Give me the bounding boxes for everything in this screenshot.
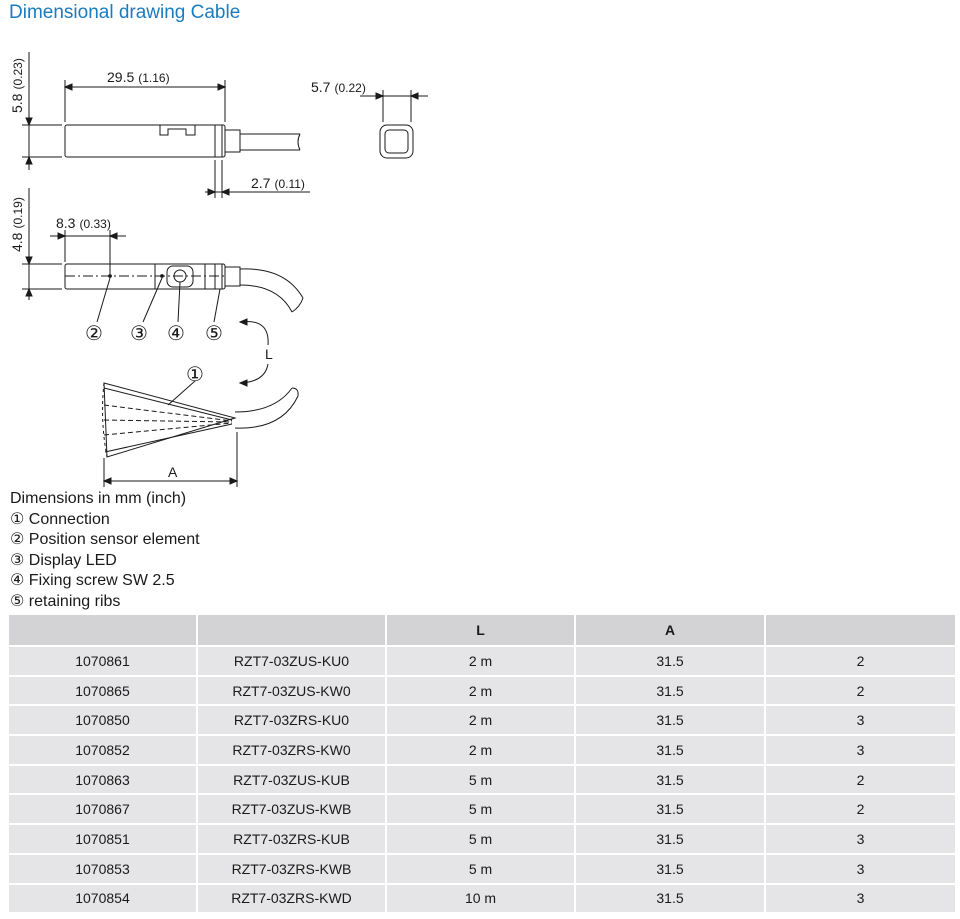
table-row xyxy=(9,677,955,705)
cell-L: 10 m xyxy=(387,885,576,913)
cell-part-no: 1070863 xyxy=(9,766,198,794)
legend-item-display-led: ③ Display LED xyxy=(10,551,117,569)
cell-wires: 3 xyxy=(766,706,955,734)
cell-L: 2 m xyxy=(387,677,576,705)
cell-part-no: 1070854 xyxy=(9,885,198,913)
cell-type: RZT7-03ZRS-KW0 xyxy=(198,736,387,764)
cell-A: 31.5 xyxy=(576,736,766,764)
cable-fanout xyxy=(103,381,299,457)
callout-1: ① xyxy=(186,364,204,386)
dim-height2-inch: (0.19) xyxy=(11,197,25,229)
cell-L: 5 m xyxy=(387,795,576,823)
callout-3: ③ xyxy=(130,323,148,345)
dimensional-drawing xyxy=(0,40,440,490)
cell-type: RZT7-03ZUS-KWB xyxy=(198,795,387,823)
cell-A: 31.5 xyxy=(576,855,766,883)
svg-text:5.7(0.22) xyxy=(311,79,366,95)
cell-type: RZT7-03ZRS-KUB xyxy=(198,825,387,853)
cell-part-no: 1070865 xyxy=(9,677,198,705)
cell-part-no: 1070867 xyxy=(9,795,198,823)
dim-sensor-value: 8.3 xyxy=(56,215,76,231)
cell-L: 5 m xyxy=(387,825,576,853)
cell-part-no: 1070861 xyxy=(9,647,198,675)
label-A: A xyxy=(168,464,178,480)
sensor-top-view xyxy=(65,125,300,157)
cell-A: 31.5 xyxy=(576,885,766,913)
cell-L: 2 m xyxy=(387,647,576,675)
callout-2: ② xyxy=(85,323,103,345)
cell-wires: 2 xyxy=(766,677,955,705)
sensor-end-view xyxy=(380,125,413,158)
header-type xyxy=(198,615,387,645)
cell-A: 31.5 xyxy=(576,677,766,705)
cell-wires: 2 xyxy=(766,766,955,794)
legend-item-retaining-ribs: ⑤ retaining ribs xyxy=(10,592,121,610)
cell-part-no: 1070851 xyxy=(9,825,198,853)
cell-wires: 3 xyxy=(766,885,955,913)
cell-L: 2 m xyxy=(387,736,576,764)
svg-text:5.8(0.23) xyxy=(9,58,25,113)
header-wires xyxy=(766,615,955,645)
cell-L: 5 m xyxy=(387,766,576,794)
dim-height-inch: (0.23) xyxy=(11,58,25,90)
callout-4: ④ xyxy=(167,323,185,345)
cell-wires: 3 xyxy=(766,825,955,853)
cell-type: RZT7-03ZUS-KU0 xyxy=(198,647,387,675)
legend-item-connection: ① Connection xyxy=(10,510,110,528)
table-row xyxy=(9,736,955,764)
svg-text:29.5(1.16) xyxy=(107,69,170,85)
dim-length-inch: (1.16) xyxy=(138,71,170,85)
cell-A: 31.5 xyxy=(576,825,766,853)
dim-width-inch: (0.22) xyxy=(334,81,366,95)
table-row xyxy=(9,825,955,853)
dim-width-value: 5.7 xyxy=(311,79,331,95)
dim-offset-inch: (0.11) xyxy=(274,177,305,191)
header-L: L xyxy=(387,615,576,645)
cell-part-no: 1070852 xyxy=(9,736,198,764)
legend-item-position-sensor: ② Position sensor element xyxy=(10,531,200,549)
cell-type: RZT7-03ZRS-KWB xyxy=(198,855,387,883)
table-row xyxy=(9,706,955,734)
cell-A: 31.5 xyxy=(576,706,766,734)
cell-type: RZT7-03ZUS-KW0 xyxy=(198,677,387,705)
table-row xyxy=(9,885,955,913)
cell-wires: 2 xyxy=(766,647,955,675)
header-A: A xyxy=(576,615,766,645)
svg-text:4.8(0.19) xyxy=(9,197,25,252)
svg-text:2.7(0.11) xyxy=(251,175,305,191)
page-title: Dimensional drawing Cable xyxy=(9,2,241,23)
sensor-side-view xyxy=(65,264,303,312)
units-note: Dimensions in mm (inch) xyxy=(10,490,187,507)
cell-wires: 2 xyxy=(766,795,955,823)
callout-5: ⑤ xyxy=(205,323,223,345)
label-L: L xyxy=(265,346,273,362)
legend-item-fixing-screw: ④ Fixing screw SW 2.5 xyxy=(10,572,175,590)
cell-L: 2 m xyxy=(387,706,576,734)
svg-text:8.3(0.33) xyxy=(56,215,111,231)
table-row xyxy=(9,855,955,883)
dim-sensor-inch: (0.33) xyxy=(79,217,111,231)
legend xyxy=(10,489,200,613)
table-row xyxy=(9,795,955,823)
cell-A: 31.5 xyxy=(576,795,766,823)
spec-table xyxy=(9,613,955,914)
dim-length-value: 29.5 xyxy=(107,69,135,85)
cell-wires: 3 xyxy=(766,855,955,883)
cell-wires: 3 xyxy=(766,736,955,764)
table-body xyxy=(9,647,955,912)
cell-part-no: 1070850 xyxy=(9,706,198,734)
dim-height2-value: 4.8 xyxy=(9,232,25,252)
cell-part-no: 1070853 xyxy=(9,855,198,883)
cell-type: RZT7-03ZRS-KU0 xyxy=(198,706,387,734)
cell-A: 31.5 xyxy=(576,647,766,675)
header-part-no xyxy=(9,615,198,645)
cell-type: RZT7-03ZUS-KUB xyxy=(198,766,387,794)
table-row xyxy=(9,647,955,675)
cell-type: RZT7-03ZRS-KWD xyxy=(198,885,387,913)
cell-L: 5 m xyxy=(387,855,576,883)
dim-offset-value: 2.7 xyxy=(251,175,271,191)
table-header-row xyxy=(9,615,955,645)
table-row xyxy=(9,766,955,794)
dim-height-value: 5.8 xyxy=(9,93,25,113)
cell-A: 31.5 xyxy=(576,766,766,794)
